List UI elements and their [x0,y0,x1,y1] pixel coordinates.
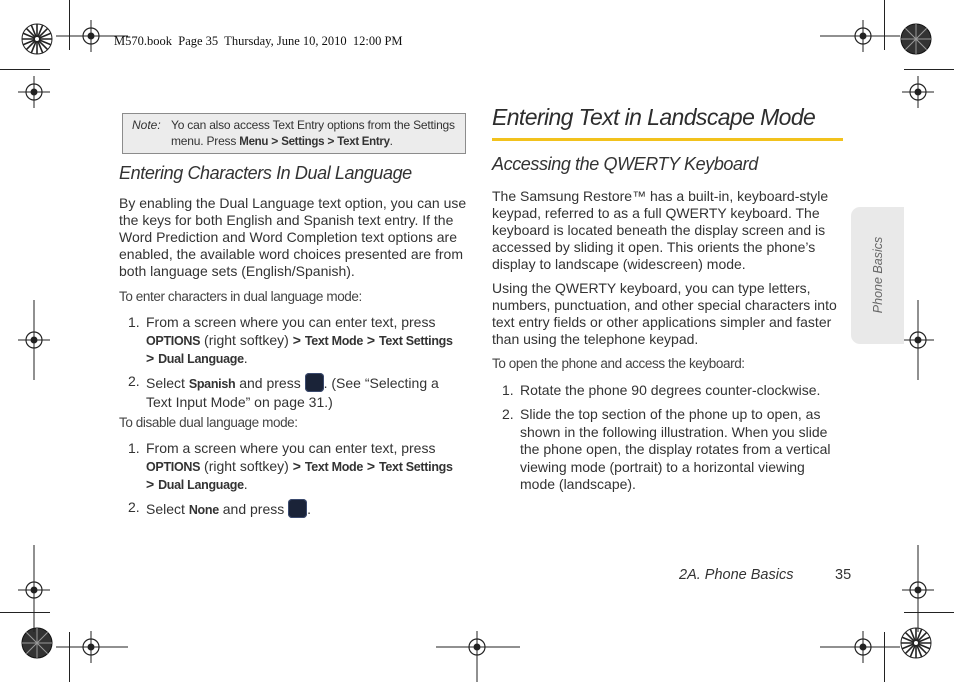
enter-instruction: To enter characters in dual language mode: [119,289,362,304]
list-item: Rotate the phone 90 degrees counter-clockwise. [520,382,821,398]
footer-section: 2A. Phone Basics [679,567,794,583]
disable-instruction: To disable dual language mode: [119,415,298,430]
list-item: Slide the top section of the phone up to open, as shown in the following illustration. When you slide the phone open, the display rotates from a vertical viewing mode (portrait) to a horizontal viewing mode (landscape). [520,406,831,492]
note-settings: Settings [281,136,325,148]
list-number: 2. [502,406,514,422]
qwerty-heading: Accessing the QWERTY Keyboard [492,154,758,174]
chapter-side-tab [851,207,904,344]
list-number: 2. [128,499,140,515]
list-number: 2. [128,373,140,389]
list-item: From a screen where you can enter text, press OPTIONS (right softkey) > Text Mode > Text Settings > Dual Language. [146,314,453,366]
list-item: Select None and press . [146,501,312,517]
open-instruction: To open the phone and access the keyboard: [492,356,745,371]
dual-language-intro: By enabling the Dual Language text option, you can use the keys for both English and Spanish text entry. If the Word Prediction and Word Completion text options are enabled, the available word choices presented are from both language sets (English/Spanish). [119,195,467,279]
note-menu: Menu [239,136,269,148]
list-item: Select Spanish and press . (See “Selecting a Text Input Mode” on page 31.) [146,375,439,410]
page-title: Entering Text in Landscape Mode [492,104,816,130]
list-number: 1. [128,314,140,330]
note-label: Note: [132,118,161,132]
list-number: 1. [128,440,140,456]
ok-key-icon [305,373,324,392]
ok-key-icon [288,499,307,518]
side-tab-label: Phone Basics [871,236,885,314]
print-slug: M570.book Page 35 Thursday, June 10, 2010 12:00 PM [114,34,403,48]
note-text: Yo can also access Text Entry options from the Settings menu. Press Menu > Settings > Text Entry. [171,118,455,148]
qwerty-para-2: Using the QWERTY keyboard, you can type letters, numbers, punctuation, and other special characters into text entry fields or other applications simpler and faster than using the telephone keypad. [492,280,837,347]
title-rule [492,138,843,141]
note-box [122,113,466,154]
list-number: 1. [502,382,514,398]
list-item: From a screen where you can enter text, press OPTIONS (right softkey) > Text Mode > Text Settings > Dual Language. [146,440,453,492]
page-number: 35 [835,567,852,583]
dual-language-heading: Entering Characters In Dual Language [119,163,412,183]
qwerty-para-1: The Samsung Restore™ has a built-in, keyboard-style keypad, referred to as a full QWERTY keyboard. The keyboard is located beneath the display screen and is accessed by sliding it open. This orients the phone’s display to landscape (widescreen) mode. [492,188,829,272]
note-text-entry: Text Entry [337,136,390,148]
